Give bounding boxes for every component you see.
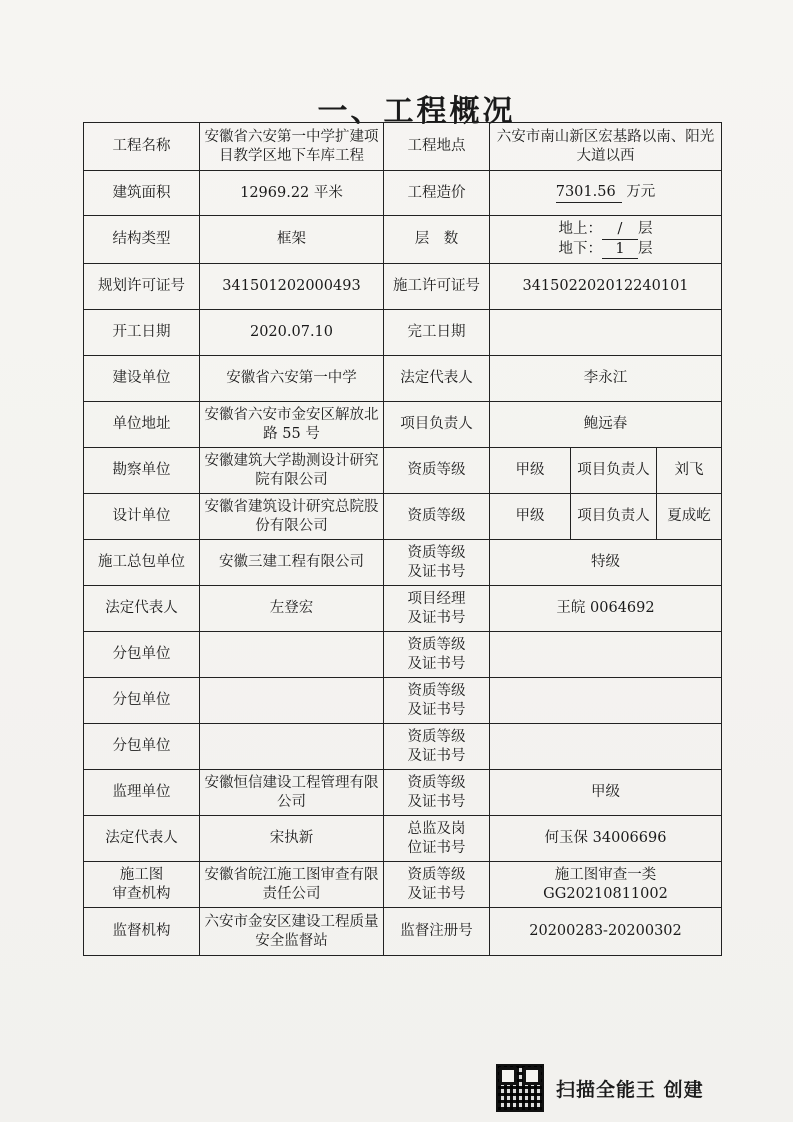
- table-row: [84, 216, 722, 264]
- label-line: 位证书号: [407, 839, 466, 856]
- table-row: [84, 908, 722, 956]
- field-label: 项目负责人: [571, 494, 657, 540]
- field-label: 完工日期: [384, 310, 490, 356]
- survey-unit-value: 安徽建筑大学勘测设计研究院有限公司: [200, 448, 384, 494]
- table-row: [84, 540, 722, 586]
- table-row: [84, 356, 722, 402]
- floor-unit: 层: [638, 240, 653, 257]
- completion-date-value: [490, 310, 722, 356]
- chief-supervisor-value: 何玉保 34006696: [490, 816, 722, 862]
- project-name-value: 安徽省六安第一中学扩建项目教学区地下车库工程: [200, 123, 384, 171]
- oversight-agency-value: 六安市金安区建设工程质量安全监督站: [200, 908, 384, 956]
- subcontractor-grade-value: [490, 724, 722, 770]
- floors-cell: [490, 216, 722, 264]
- field-label-two-line: [384, 586, 490, 632]
- subcontractor-value: [200, 678, 384, 724]
- field-label: 施工总包单位: [84, 540, 200, 586]
- field-label: 建筑面积: [84, 171, 200, 216]
- qr-code-icon: [496, 1064, 544, 1112]
- field-label-two-line: [384, 678, 490, 724]
- project-location-value: 六安市南山新区宏基路以南、阳光大道以西: [490, 123, 722, 171]
- project-overview-table: [83, 122, 722, 956]
- table-row: [84, 171, 722, 216]
- table-row: [84, 402, 722, 448]
- project-cost-cell: [490, 171, 722, 216]
- field-label: 施工许可证号: [384, 264, 490, 310]
- field-label: 层 数: [384, 216, 490, 264]
- label-line: 资质等级: [407, 682, 466, 699]
- building-area-value: 12969.22 平米: [200, 171, 384, 216]
- label-line: 及证书号: [407, 885, 466, 902]
- floors-below: [494, 240, 717, 260]
- survey-grade-value: 甲级: [490, 448, 571, 494]
- construction-permit-value: 341502202012240101: [490, 264, 722, 310]
- builder-legal-rep-value: 李永江: [490, 356, 722, 402]
- subcontractor-grade-value: [490, 678, 722, 724]
- survey-lead-value: 刘飞: [657, 448, 722, 494]
- address-value: 安徽省六安市金安区解放北路 55 号: [200, 402, 384, 448]
- field-label: 监督机构: [84, 908, 200, 956]
- above-label: 地上：: [558, 220, 602, 237]
- page-title: 一、工程概况: [317, 94, 516, 129]
- supervisor-grade-value: 甲级: [490, 770, 722, 816]
- design-grade-value: 甲级: [490, 494, 571, 540]
- project-lead-value: 鲍远春: [490, 402, 722, 448]
- contractor-grade-value: 特级: [490, 540, 722, 586]
- table-row: [84, 632, 722, 678]
- label-line: 施工图: [119, 866, 164, 883]
- review-grade-value: 施工图审查一类 GG20210811002: [490, 862, 722, 908]
- label-line: 及证书号: [407, 655, 466, 672]
- field-label: 开工日期: [84, 310, 200, 356]
- supervisor-value: 安徽恒信建设工程管理有限公司: [200, 770, 384, 816]
- field-label: 单位地址: [84, 402, 200, 448]
- structure-type-value: 框架: [200, 216, 384, 264]
- table-row: [84, 123, 722, 171]
- field-label-two-line: [384, 862, 490, 908]
- field-label: 结构类型: [84, 216, 200, 264]
- oversight-reg-number-value: 20200283-20200302: [490, 908, 722, 956]
- table-row: [84, 494, 722, 540]
- table-row: [84, 816, 722, 862]
- label-line: 资质等级: [407, 866, 466, 883]
- field-label-two-line: [384, 770, 490, 816]
- builder-value: 安徽省六安第一中学: [200, 356, 384, 402]
- subcontractor-value: [200, 724, 384, 770]
- project-cost-value: 7301.56: [556, 183, 622, 203]
- floors-above-value: /: [602, 220, 638, 240]
- floor-unit: 层: [638, 220, 653, 237]
- label-line: 总监及岗: [407, 820, 466, 837]
- label-line: 资质等级: [407, 544, 466, 561]
- scanner-watermark: [496, 1062, 726, 1114]
- field-label: 资质等级: [384, 448, 490, 494]
- field-label: 工程地点: [384, 123, 490, 171]
- field-label: 资质等级: [384, 494, 490, 540]
- table-row: [84, 448, 722, 494]
- label-line: 及证书号: [407, 747, 466, 764]
- field-label-two-line: [84, 862, 200, 908]
- field-label: 监督注册号: [384, 908, 490, 956]
- table-row: [84, 586, 722, 632]
- label-line: 及证书号: [407, 609, 466, 626]
- field-label: 工程名称: [84, 123, 200, 171]
- field-label: 建设单位: [84, 356, 200, 402]
- field-label: 项目负责人: [571, 448, 657, 494]
- field-label: 法定代表人: [84, 816, 200, 862]
- review-agency-value: 安徽省皖江施工图审查有限责任公司: [200, 862, 384, 908]
- table-row: [84, 724, 722, 770]
- field-label: 项目负责人: [384, 402, 490, 448]
- field-label: 分包单位: [84, 724, 200, 770]
- start-date-value: 2020.07.10: [200, 310, 384, 356]
- below-label: 地下：: [558, 240, 602, 257]
- cost-unit: 万元: [626, 184, 656, 201]
- field-label: 勘察单位: [84, 448, 200, 494]
- field-label: 工程造价: [384, 171, 490, 216]
- table-row: [84, 264, 722, 310]
- field-label-two-line: [384, 816, 490, 862]
- field-label-two-line: [384, 632, 490, 678]
- project-manager-value: 王皖 0064692: [490, 586, 722, 632]
- label-line: 项目经理: [407, 590, 466, 607]
- floors-below-value: 1: [602, 240, 638, 260]
- field-label-two-line: [384, 724, 490, 770]
- field-label: 监理单位: [84, 770, 200, 816]
- subcontractor-grade-value: [490, 632, 722, 678]
- supervisor-legal-rep-value: 宋执新: [200, 816, 384, 862]
- label-line: 审查机构: [112, 885, 171, 902]
- label-line: 及证书号: [407, 563, 466, 580]
- label-line: 资质等级: [407, 636, 466, 653]
- table-row: [84, 310, 722, 356]
- label-line: 资质等级: [407, 728, 466, 745]
- label-line: 及证书号: [407, 793, 466, 810]
- field-label: 法定代表人: [84, 586, 200, 632]
- planning-permit-value: 341501202000493: [200, 264, 384, 310]
- table-row: [84, 770, 722, 816]
- label-line: 资质等级: [407, 774, 466, 791]
- field-label: 设计单位: [84, 494, 200, 540]
- floors-above: [494, 220, 717, 240]
- field-label: 分包单位: [84, 678, 200, 724]
- field-label-two-line: [384, 540, 490, 586]
- field-label: 分包单位: [84, 632, 200, 678]
- field-label: 规划许可证号: [84, 264, 200, 310]
- field-label: 法定代表人: [384, 356, 490, 402]
- scanner-brand-text: 扫描全能王 创建: [556, 1078, 704, 1101]
- table-row: [84, 862, 722, 908]
- contractor-value: 安徽三建工程有限公司: [200, 540, 384, 586]
- table-row: [84, 678, 722, 724]
- contractor-legal-rep-value: 左登宏: [200, 586, 384, 632]
- design-lead-value: 夏成屹: [657, 494, 722, 540]
- subcontractor-value: [200, 632, 384, 678]
- label-line: 及证书号: [407, 701, 466, 718]
- design-unit-value: 安徽省建筑设计研究总院股份有限公司: [200, 494, 384, 540]
